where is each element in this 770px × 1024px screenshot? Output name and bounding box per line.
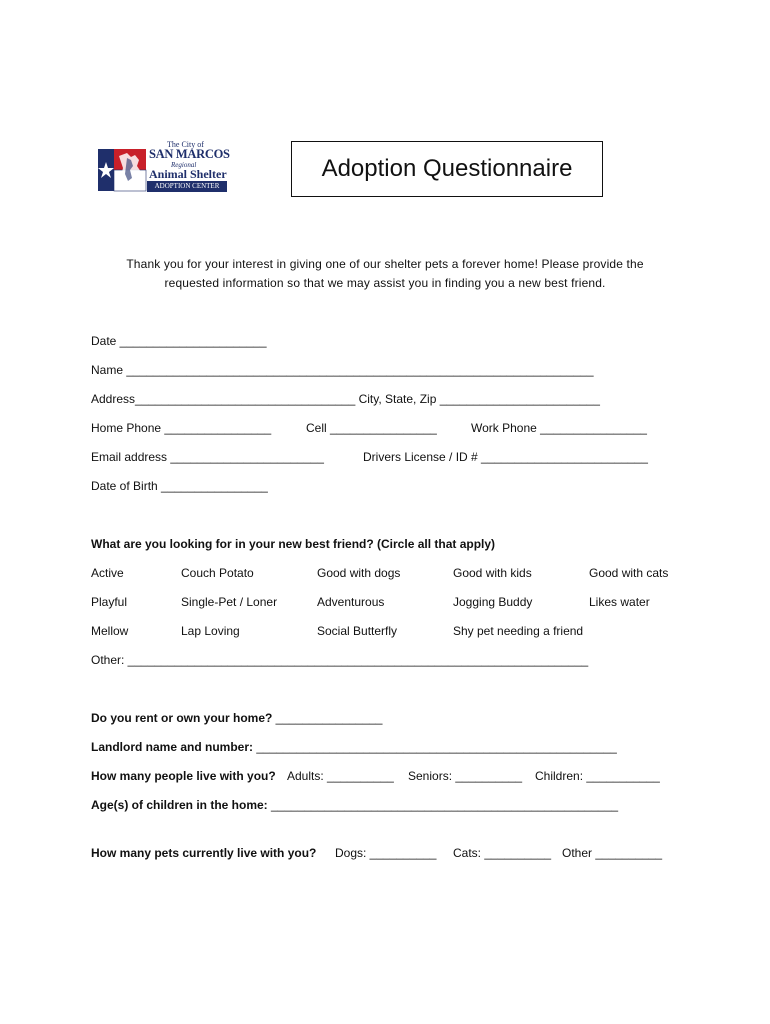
cell-field[interactable]: Cell ________________ xyxy=(306,421,437,435)
people-label: How many people live with you? xyxy=(91,769,276,783)
shelter-logo xyxy=(97,136,231,196)
logo-city-of: The City of xyxy=(167,140,204,149)
option-good-with-dogs[interactable]: Good with dogs xyxy=(317,566,401,580)
option-likes-water[interactable]: Likes water xyxy=(589,595,650,609)
adults-field[interactable]: Adults: __________ xyxy=(287,769,394,783)
work-phone-field[interactable]: Work Phone ________________ xyxy=(471,421,647,435)
option-mellow[interactable]: Mellow xyxy=(91,624,129,638)
option-shy-pet[interactable]: Shy pet needing a friend xyxy=(453,624,584,638)
option-good-with-cats[interactable]: Good with cats xyxy=(589,566,669,580)
option-playful[interactable]: Playful xyxy=(91,595,128,609)
date-field[interactable]: Date ______________________ xyxy=(91,334,267,348)
name-field[interactable]: Name ______________________________________________________________________ xyxy=(91,363,594,377)
rent-own-field[interactable]: ________________ xyxy=(272,711,383,725)
logo-adoption-center: ADOPTION CENTER xyxy=(147,181,227,192)
option-active[interactable]: Active xyxy=(91,566,124,580)
option-good-with-kids[interactable]: Good with kids xyxy=(453,566,532,580)
home-phone-field[interactable]: Home Phone ________________ xyxy=(91,421,272,435)
ages-label: Age(s) of children in the home: xyxy=(91,798,268,812)
option-lap-loving[interactable]: Lap Loving xyxy=(181,624,240,638)
landlord-row xyxy=(91,740,617,754)
logo-san-marcos: SAN MARCOS xyxy=(149,147,230,161)
intro-line-2: requested information so that we may assist you in finding you a new best friend. xyxy=(164,276,606,290)
option-single-pet-loner[interactable]: Single-Pet / Loner xyxy=(181,595,278,609)
ages-row xyxy=(91,798,618,812)
page-title: Adoption Questionnaire xyxy=(321,155,573,182)
landlord-label: Landlord name and number: xyxy=(91,740,254,754)
ages-field[interactable]: ____________________________________________________ xyxy=(267,798,619,812)
other-pets-field[interactable]: Other __________ xyxy=(562,846,663,860)
dogs-field[interactable]: Dogs: __________ xyxy=(335,846,437,860)
title-box xyxy=(291,141,603,197)
email-field[interactable]: Email address _______________________ xyxy=(91,450,324,464)
intro-line-1: Thank you for your interest in giving one of our shelter pets a forever home! Please provide the xyxy=(126,257,644,271)
children-field[interactable]: Children: ___________ xyxy=(535,769,660,783)
cats-field[interactable]: Cats: __________ xyxy=(453,846,552,860)
option-social-butterfly[interactable]: Social Butterfly xyxy=(317,624,398,638)
drivers-license-field[interactable]: Drivers License / ID # _________________________ xyxy=(363,450,648,464)
option-adventurous[interactable]: Adventurous xyxy=(317,595,385,609)
landlord-field[interactable]: ______________________________________________________ xyxy=(253,740,617,754)
seniors-field[interactable]: Seniors: __________ xyxy=(408,769,523,783)
address-field[interactable]: Address_________________________________ City, State, Zip ________________________ xyxy=(91,392,600,406)
rent-own-row xyxy=(91,711,382,725)
rent-own-label: Do you rent or own your home? xyxy=(91,711,273,725)
dob-field[interactable]: Date of Birth ________________ xyxy=(91,479,268,493)
option-couch-potato[interactable]: Couch Potato xyxy=(181,566,254,580)
looking-for-heading: What are you looking for in your new best friend? (Circle all that apply) xyxy=(91,537,496,551)
texas-flag-emblem-icon xyxy=(97,148,149,206)
logo-animal-shelter: Animal Shelter xyxy=(149,167,227,181)
other-preference-field[interactable]: Other: _____________________________________________________________________ xyxy=(91,653,589,667)
logo-regional: Regional xyxy=(171,161,197,169)
pets-label: How many pets currently live with you? xyxy=(91,846,317,860)
option-jogging-buddy[interactable]: Jogging Buddy xyxy=(453,595,533,609)
